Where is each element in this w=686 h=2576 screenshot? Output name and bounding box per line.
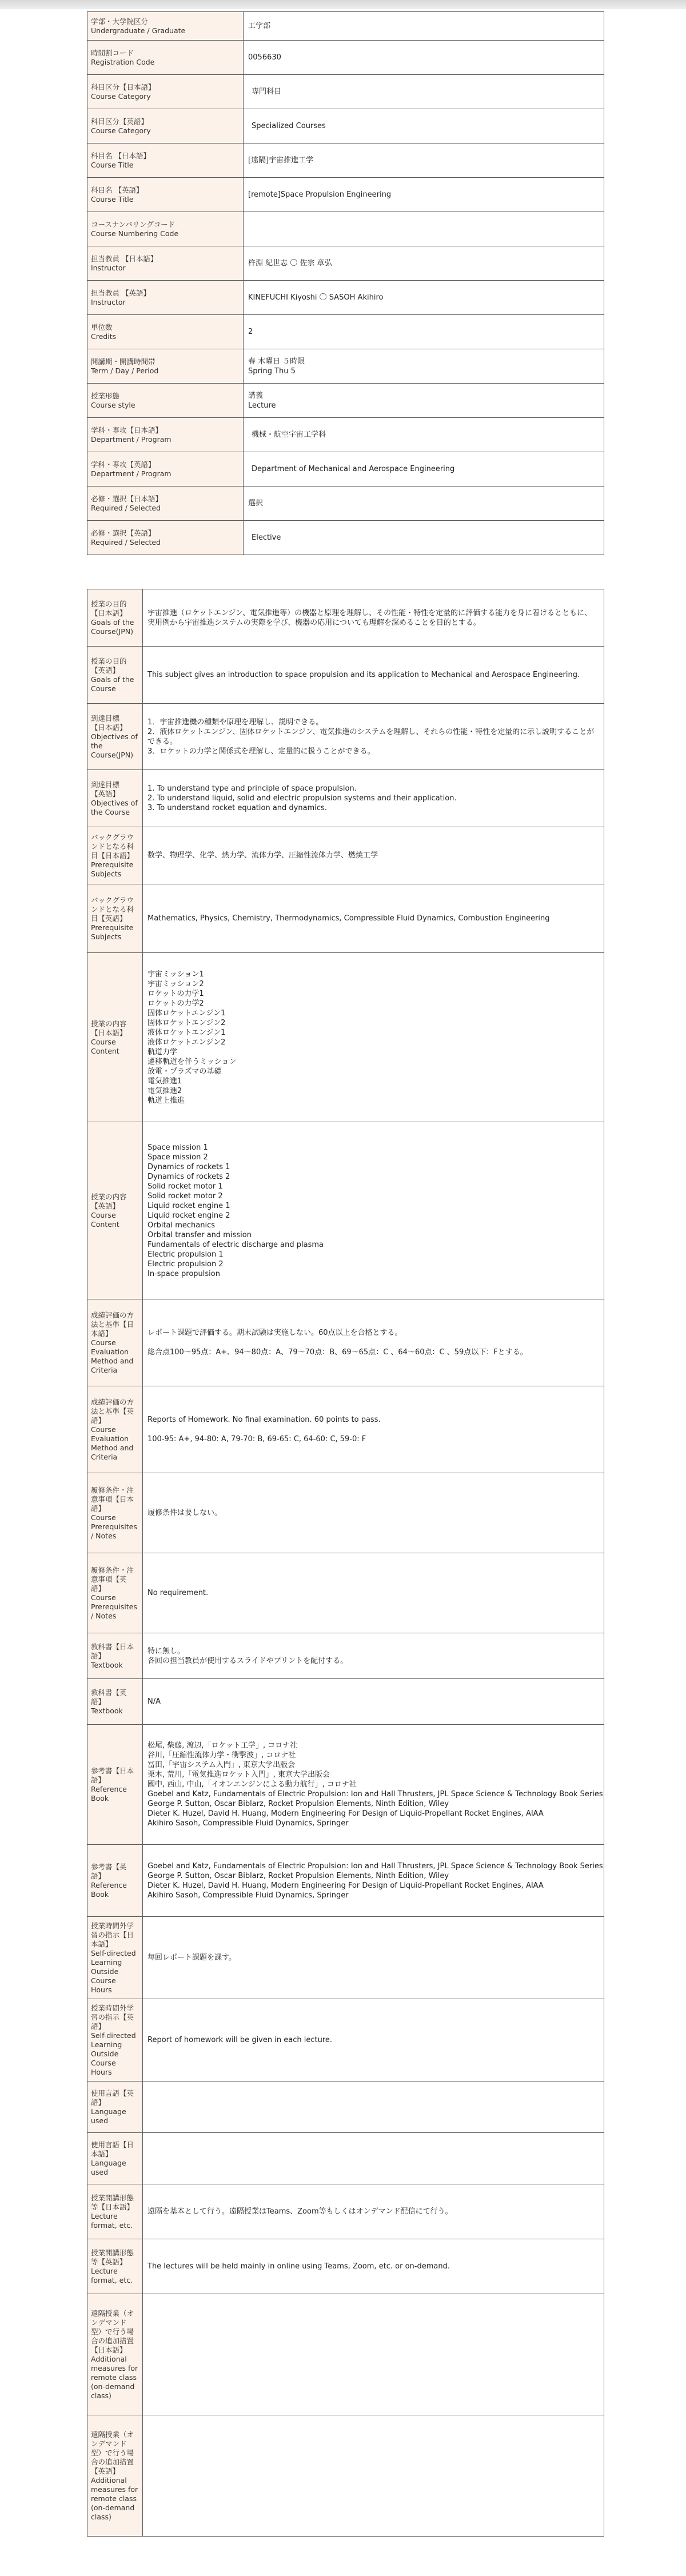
table-row [87,2184,604,2239]
field-label-cell [87,487,244,521]
section-label: 成績評価の方 法と基準【英 語】 Course Evaluation Method and Criteria [87,1386,143,1473]
field-value-cell [244,315,604,349]
field-label-en: Course Title [91,160,134,169]
field-label-jp: 学科・専攻【英語】 [91,460,155,469]
field-label-en: Undergraduate / Graduate [91,26,186,35]
field-value-cell [244,143,604,178]
content-line: Goebel and Katz, Fundamentals of Electric Propulsion: Ion and Hall Thrusters, JPL Space Science & Technology Book Series [147,1790,603,1799]
content-line: Akihiro Sasoh, Compressible Fluid Dynamics, Springer [147,1891,349,1900]
table-row [87,1917,604,1999]
field-label-en: Course Category [91,126,151,135]
table-row [87,1386,604,1473]
table-row [87,1633,604,1679]
content-line: 固体ロケットエンジン2 [147,1018,226,1027]
section-label: 遠隔授業（オ ンデマンド 型）で行う場 合の追加措置 【英語】 Additional measures for remote class (on-demand class) [87,2415,143,2537]
section-content-cell [143,827,604,884]
field-label-cell [87,143,244,178]
field-value-cell [244,452,604,487]
field-label-cell [87,418,244,452]
content-line: This subject gives an introduction to space propulsion and its application to Mechanical and Aerospace Engineering. [147,671,580,679]
field-label-cell [87,246,244,281]
content-line: Solid rocket motor 1 [147,1182,223,1191]
content-line: ロケットの力学1 [147,989,204,998]
field-label-cell [87,12,244,41]
field-value: 選択 [248,499,264,508]
field-label-jp: 学部・大学院区分 [91,17,149,26]
section-content-cell [143,2294,604,2415]
content-line: Orbital mechanics [147,1221,216,1230]
table-row [87,704,604,770]
content-line: 電気推進2 [147,1086,182,1095]
section-content-cell [143,2133,604,2184]
section-label: 使用言語【英 語】 Language used [87,2081,143,2133]
content-line: Dynamics of rockets 2 [147,1172,230,1181]
field-value: 専門科目 [252,87,282,96]
content-line: 固体ロケットエンジン1 [147,1008,226,1018]
section-content-cell [143,2184,604,2239]
field-label-jp: 学科・専攻【日本語】 [91,425,163,434]
content-line: In-space propulsion [147,1269,220,1278]
section-content-cell [143,647,604,704]
field-label-en: Department / Program [91,434,172,444]
field-label-cell [87,109,244,143]
table-row [87,2415,604,2537]
content-line: 3．ロケットの力学と関係式を理解し、定量的に扱うことができる。 [147,747,375,756]
content-line: George P. Sutton, Oscar Biblarz, Rocket Propulsion Elements, Ninth Edition, Wiley [147,1871,449,1880]
field-label-jp: 単位数 [91,322,113,332]
table-row [87,349,604,384]
field-value: 杵淵 紀世志 〇 佐宗 章弘 [248,259,332,268]
field-value: 講義 [248,391,264,400]
table-row [87,1725,604,1845]
content-line: 谷川,「圧縮性流体力学・衝撃波」, コロナ社 [147,1751,296,1760]
table-row [87,315,604,349]
content-line: 2．液体ロケットエンジン、固体ロケットエンジン、電気推進のシステムを理解し、それらの性能・特性を定量的に示し説明することができる。 [147,727,595,746]
content-line: 1. To understand type and principle of space propulsion. [147,784,357,793]
content-line: 軌道力学 [147,1047,178,1056]
field-label-en: Course Title [91,194,134,204]
section-label: 到達目標 【日本語】 Objectives of the Course(JPN) [87,704,143,770]
field-label-cell [87,349,244,384]
table-row [87,75,604,109]
field-label-en: Instructor [91,297,126,306]
section-label: 履修条件・注 意事項【英 語】 Course Prerequisites / Notes [87,1553,143,1633]
field-value: 春 木曜日 ５時限 [248,357,305,366]
content-line: 軌道上推進 [147,1096,185,1105]
section-content-cell [143,589,604,647]
content-line: 遷移軌道を伴うミッション [147,1057,237,1066]
section-label: 使用言語【日 本語】 Language used [87,2133,143,2184]
table-row [87,452,604,487]
content-line: 松尾, 柴藤, 渡辺,「ロケット工学」, コロナ社 [147,1741,298,1750]
section-content-cell [143,1845,604,1917]
content-line: Reports of Homework. No final examination. 60 points to pass. [147,1415,381,1424]
content-line: 履修条件は要しない。 [147,1509,222,1517]
content-line: 宇宙ミッション1 [147,970,204,979]
section-content-cell [143,1386,604,1473]
field-label-cell [87,452,244,487]
content-line: 実用例から宇宙推進システムの実際を学び、機器の応用についても理解を深めることを目的とする。 [147,618,481,627]
field-label-jp: 科目区分【英語】 [91,117,149,126]
field-label-cell [87,315,244,349]
course-info-section [87,11,604,555]
section-content-cell [143,1553,604,1633]
field-label-en: Required / Selected [91,537,161,547]
field-label-cell [87,41,244,75]
section-label: 参考書【日本 語】 Reference Book [87,1725,143,1845]
content-line: Solid rocket motor 2 [147,1191,223,1201]
syllabus-section [87,589,604,2537]
field-label-en: Term / Day / Period [91,366,159,375]
section-content-cell [143,704,604,770]
table-row [87,109,604,143]
table-row [87,246,604,281]
table-row [87,884,604,953]
field-value: [遠隔]宇宙推進工学 [248,156,314,165]
section-content-cell [143,1633,604,1679]
field-value: Spring Thu 5 [248,366,296,376]
table-row [87,281,604,315]
content-line: ロケットの力学2 [147,999,204,1008]
table-row [87,178,604,212]
content-line: Liquid rocket engine 2 [147,1211,230,1220]
content-line: 國中, 西山, 中山,「イオンエンジンによる動力航行」, コロナ社 [147,1780,357,1789]
content-line: Space mission 2 [147,1153,208,1162]
section-content-cell [143,1473,604,1553]
section-content-cell [143,1917,604,1999]
table-row [87,1299,604,1386]
field-label-jp: 必修・選択【日本語】 [91,494,163,503]
content-line: 放電・プラズマの基礎 [147,1067,222,1076]
field-label-jp: 科目名 【日本語】 [91,151,150,160]
field-value: 0056630 [248,53,281,62]
field-label-jp: 開講期・開講時間帯 [91,357,155,366]
table-row [87,827,604,884]
section-label: 教科書【英 語】 Textbook [87,1679,143,1725]
field-value-cell [244,246,604,281]
field-value: Elective [252,533,281,542]
content-line: The lectures will be held mainly in online using Teams, Zoom, etc. or on-demand. [147,2262,450,2271]
content-line: Electric propulsion 1 [147,1250,224,1259]
section-label: 遠隔授業（オ ンデマンド 型）で行う場 合の追加措置 【日本語】 Additional measures for remote class (on-demand class) [87,2294,143,2415]
table-row [87,589,604,647]
field-label-en: Course style [91,400,135,409]
field-label-cell [87,281,244,315]
section-label: 授業時間外学 習の指示【日 本語】 Self-directed Learning Outside Course Hours [87,1917,143,1999]
field-value: [remote]Space Propulsion Engineering [248,190,392,199]
section-label: 成績評価の方 法と基準【日 本語】 Course Evaluation Method and Criteria [87,1299,143,1386]
section-label: 授業の内容 【英語】 Course Content [87,1122,143,1299]
content-line: Fundamentals of electric discharge and plasma [147,1240,324,1249]
top-scroll-strip [0,0,686,9]
content-line: 液体ロケットエンジン1 [147,1028,226,1037]
content-line: Goebel and Katz, Fundamentals of Electric Propulsion: Ion and Hall Thrusters, JPL Space Science & Technology Book Series [147,1861,603,1871]
content-line: Mathematics, Physics, Chemistry, Thermodynamics, Compressible Fluid Dynamics, Combustion Engineering [147,914,550,923]
content-line: 液体ロケットエンジン2 [147,1038,226,1047]
content-line: Dieter K. Huzel, David H. Huang, Modern Engineering For Design of Liquid-Propellant Rocket Engines, AIAA [147,1881,544,1890]
field-value-cell [244,349,604,384]
field-value-cell [244,12,604,41]
section-label: 到達目標 【英語】 Objectives of the Course [87,770,143,827]
section-content-cell [143,2239,604,2294]
content-line: 総合点100〜95点：A+、94〜80点：A、79〜70点：B、69〜65点：C 、64〜60点：C 、59点以下：Fとする。 [147,1348,528,1357]
table-row [87,2081,604,2133]
content-line: 宇宙推進（ロケットエンジン、電気推進等）の機器と原理を理解し、その性能・特性を定量的に評価する能力を身に着けるとともに、 [147,608,592,617]
content-line: Dynamics of rockets 1 [147,1162,230,1171]
field-value-cell [244,521,604,555]
content-line: 冨田,「宇宙システム入門」, 東京大学出版会 [147,1761,296,1769]
field-value: 機械・航空宇宙工学科 [252,430,326,439]
section-content-cell [143,1122,604,1299]
table-row [87,1553,604,1633]
content-line: 宇宙ミッション2 [147,979,204,988]
section-content-cell [143,1299,604,1386]
content-line: 遠隔を基本として行う。遠隔授業はTeams、Zoom等もしくはオンデマンド配信にて行う。 [147,2207,453,2216]
section-label: バックグラウ ンドとなる科 目【英語】 Prerequisite Subjects [87,884,143,953]
table-row [87,2239,604,2294]
field-label-en: Instructor [91,263,126,272]
field-label-jp: コースナンバリングコード [91,220,176,229]
field-value: 工学部 [248,22,271,30]
section-label: 授業開講形態 等【英語】 Lecture format, etc. [87,2239,143,2294]
table-row [87,1845,604,1917]
field-value: Department of Mechanical and Aerospace Engineering [252,465,455,473]
table-row [87,12,604,41]
section-content-cell [143,1725,604,1845]
section-content-cell [143,884,604,953]
field-label-cell [87,75,244,109]
field-label-jp: 授業形態 [91,391,120,400]
table-row [87,953,604,1122]
section-label: 授業開講形態 等【日本語】 Lecture format, etc. [87,2184,143,2239]
section-label: 履修条件・注 意事項【日本 語】 Course Prerequisites / Notes [87,1473,143,1553]
field-value-cell [244,384,604,418]
section-content-cell [143,770,604,827]
content-line: Space mission 1 [147,1143,208,1152]
content-line: No requirement. [147,1589,209,1597]
section-label: 教科書【日本 語】 Textbook [87,1633,143,1679]
field-label-en: Registration Code [91,57,155,66]
field-value-cell [244,212,604,246]
content-line: 電気推進1 [147,1076,182,1086]
content-line: 2. To understand liquid, solid and electric propulsion systems and their application. [147,794,457,803]
field-value-cell [244,41,604,75]
table-row [87,521,604,555]
content-line: George P. Sutton, Oscar Biblarz, Rocket Propulsion Elements, Ninth Edition, Wiley [147,1800,449,1808]
table-row [87,1122,604,1299]
section-label: 授業の内容 【日本語】 Course Content [87,953,143,1122]
section-label: 授業の目的 【日本語】 Goals of the Course(JPN) [87,589,143,647]
content-line: レポート課題で評価する。期末試験は実施しない。60点以上を合格とする。 [147,1329,402,1337]
field-label-en: Department / Program [91,469,172,478]
field-value: Lecture [248,401,276,410]
field-value-cell [244,487,604,521]
field-label-cell [87,178,244,212]
field-label-cell [87,212,244,246]
field-label-cell [87,384,244,418]
table-row [87,2294,604,2415]
section-content-cell [143,1999,604,2081]
section-label: 授業の目的 【英語】 Goals of the Course [87,647,143,704]
section-label: バックグラウ ンドとなる科 目【日本語】 Prerequisite Subjects [87,827,143,884]
content-line: 1．宇宙推進機の種類や原理を理解し、説明できる。 [147,717,324,727]
content-line: Orbital transfer and mission [147,1230,252,1239]
field-label-jp: 必修・選択【英語】 [91,528,155,537]
table-row [87,2133,604,2184]
content-line: Akihiro Sasoh, Compressible Fluid Dynamics, Springer [147,1819,349,1828]
field-value: KINEFUCHI Kiyoshi 〇 SASOH Akihiro [248,293,384,302]
table-row [87,647,604,704]
table-row [87,1473,604,1553]
content-line: Electric propulsion 2 [147,1259,224,1269]
table-row [87,1679,604,1725]
content-line: 3. To understand rocket equation and dynamics. [147,804,327,812]
section-content-cell [143,2415,604,2537]
content-line: 特に無し。 [147,1646,185,1656]
table-row [87,384,604,418]
field-label-jp: 担当教員 【英語】 [91,288,150,297]
field-value: Specialized Courses [252,122,326,130]
content-line: 栗木, 荒川,「電気推進ロケット入門」, 東京大学出版会 [147,1770,330,1779]
field-label-jp: 担当教員 【日本語】 [91,254,158,263]
field-label-en: Credits [91,332,117,341]
section-content-cell [143,2081,604,2133]
table-row [87,487,604,521]
section-content-cell [143,953,604,1122]
content-line: Dieter K. Huzel, David H. Huang, Modern Engineering For Design of Liquid-Propellant Rocket Engines, AIAA [147,1809,544,1818]
field-value-cell [244,178,604,212]
field-label-jp: 科目区分【日本語】 [91,82,155,91]
content-line [147,1425,599,1434]
field-label-en: Course Category [91,91,151,101]
field-label-jp: 科目名 【英語】 [91,185,143,194]
field-label-en: Required / Selected [91,503,161,512]
field-label-en: Course Numbering Code [91,229,179,238]
syllabus-table [87,589,604,2537]
content-line: 数学、物理学、化学、熱力学、流体力学、圧縮性流体力学、燃焼工学 [147,851,378,860]
field-value-cell [244,109,604,143]
content-line: 各回の担当教員が使用するスライドやプリントを配付する。 [147,1656,348,1665]
content-line [147,1338,599,1347]
content-line: Report of homework will be given in each lecture. [147,2036,332,2044]
table-row [87,770,604,827]
section-label: 参考書【英 語】 Reference Book [87,1845,143,1917]
content-line: N/A [147,1697,161,1706]
table-row [87,418,604,452]
field-value-cell [244,281,604,315]
table-row [87,41,604,75]
table-row [87,212,604,246]
course-info-table [87,11,604,555]
field-value: 2 [248,328,253,336]
field-label-jp: 時間割コード [91,48,134,57]
content-line: 100-95: A+, 94-80: A, 79-70: B, 69-65: C, 64-60: C, 59-0: F [147,1435,366,1443]
content-line: Liquid rocket engine 1 [147,1201,230,1210]
section-label: 授業時間外学 習の指示【英 語】 Self-directed Learning Outside Course Hours [87,1999,143,2081]
field-value-cell [244,75,604,109]
table-row [87,1999,604,2081]
table-row [87,143,604,178]
field-value-cell [244,418,604,452]
content-line: 毎回レポート課題を課す。 [147,1953,236,1962]
field-label-cell [87,521,244,555]
section-content-cell [143,1679,604,1725]
